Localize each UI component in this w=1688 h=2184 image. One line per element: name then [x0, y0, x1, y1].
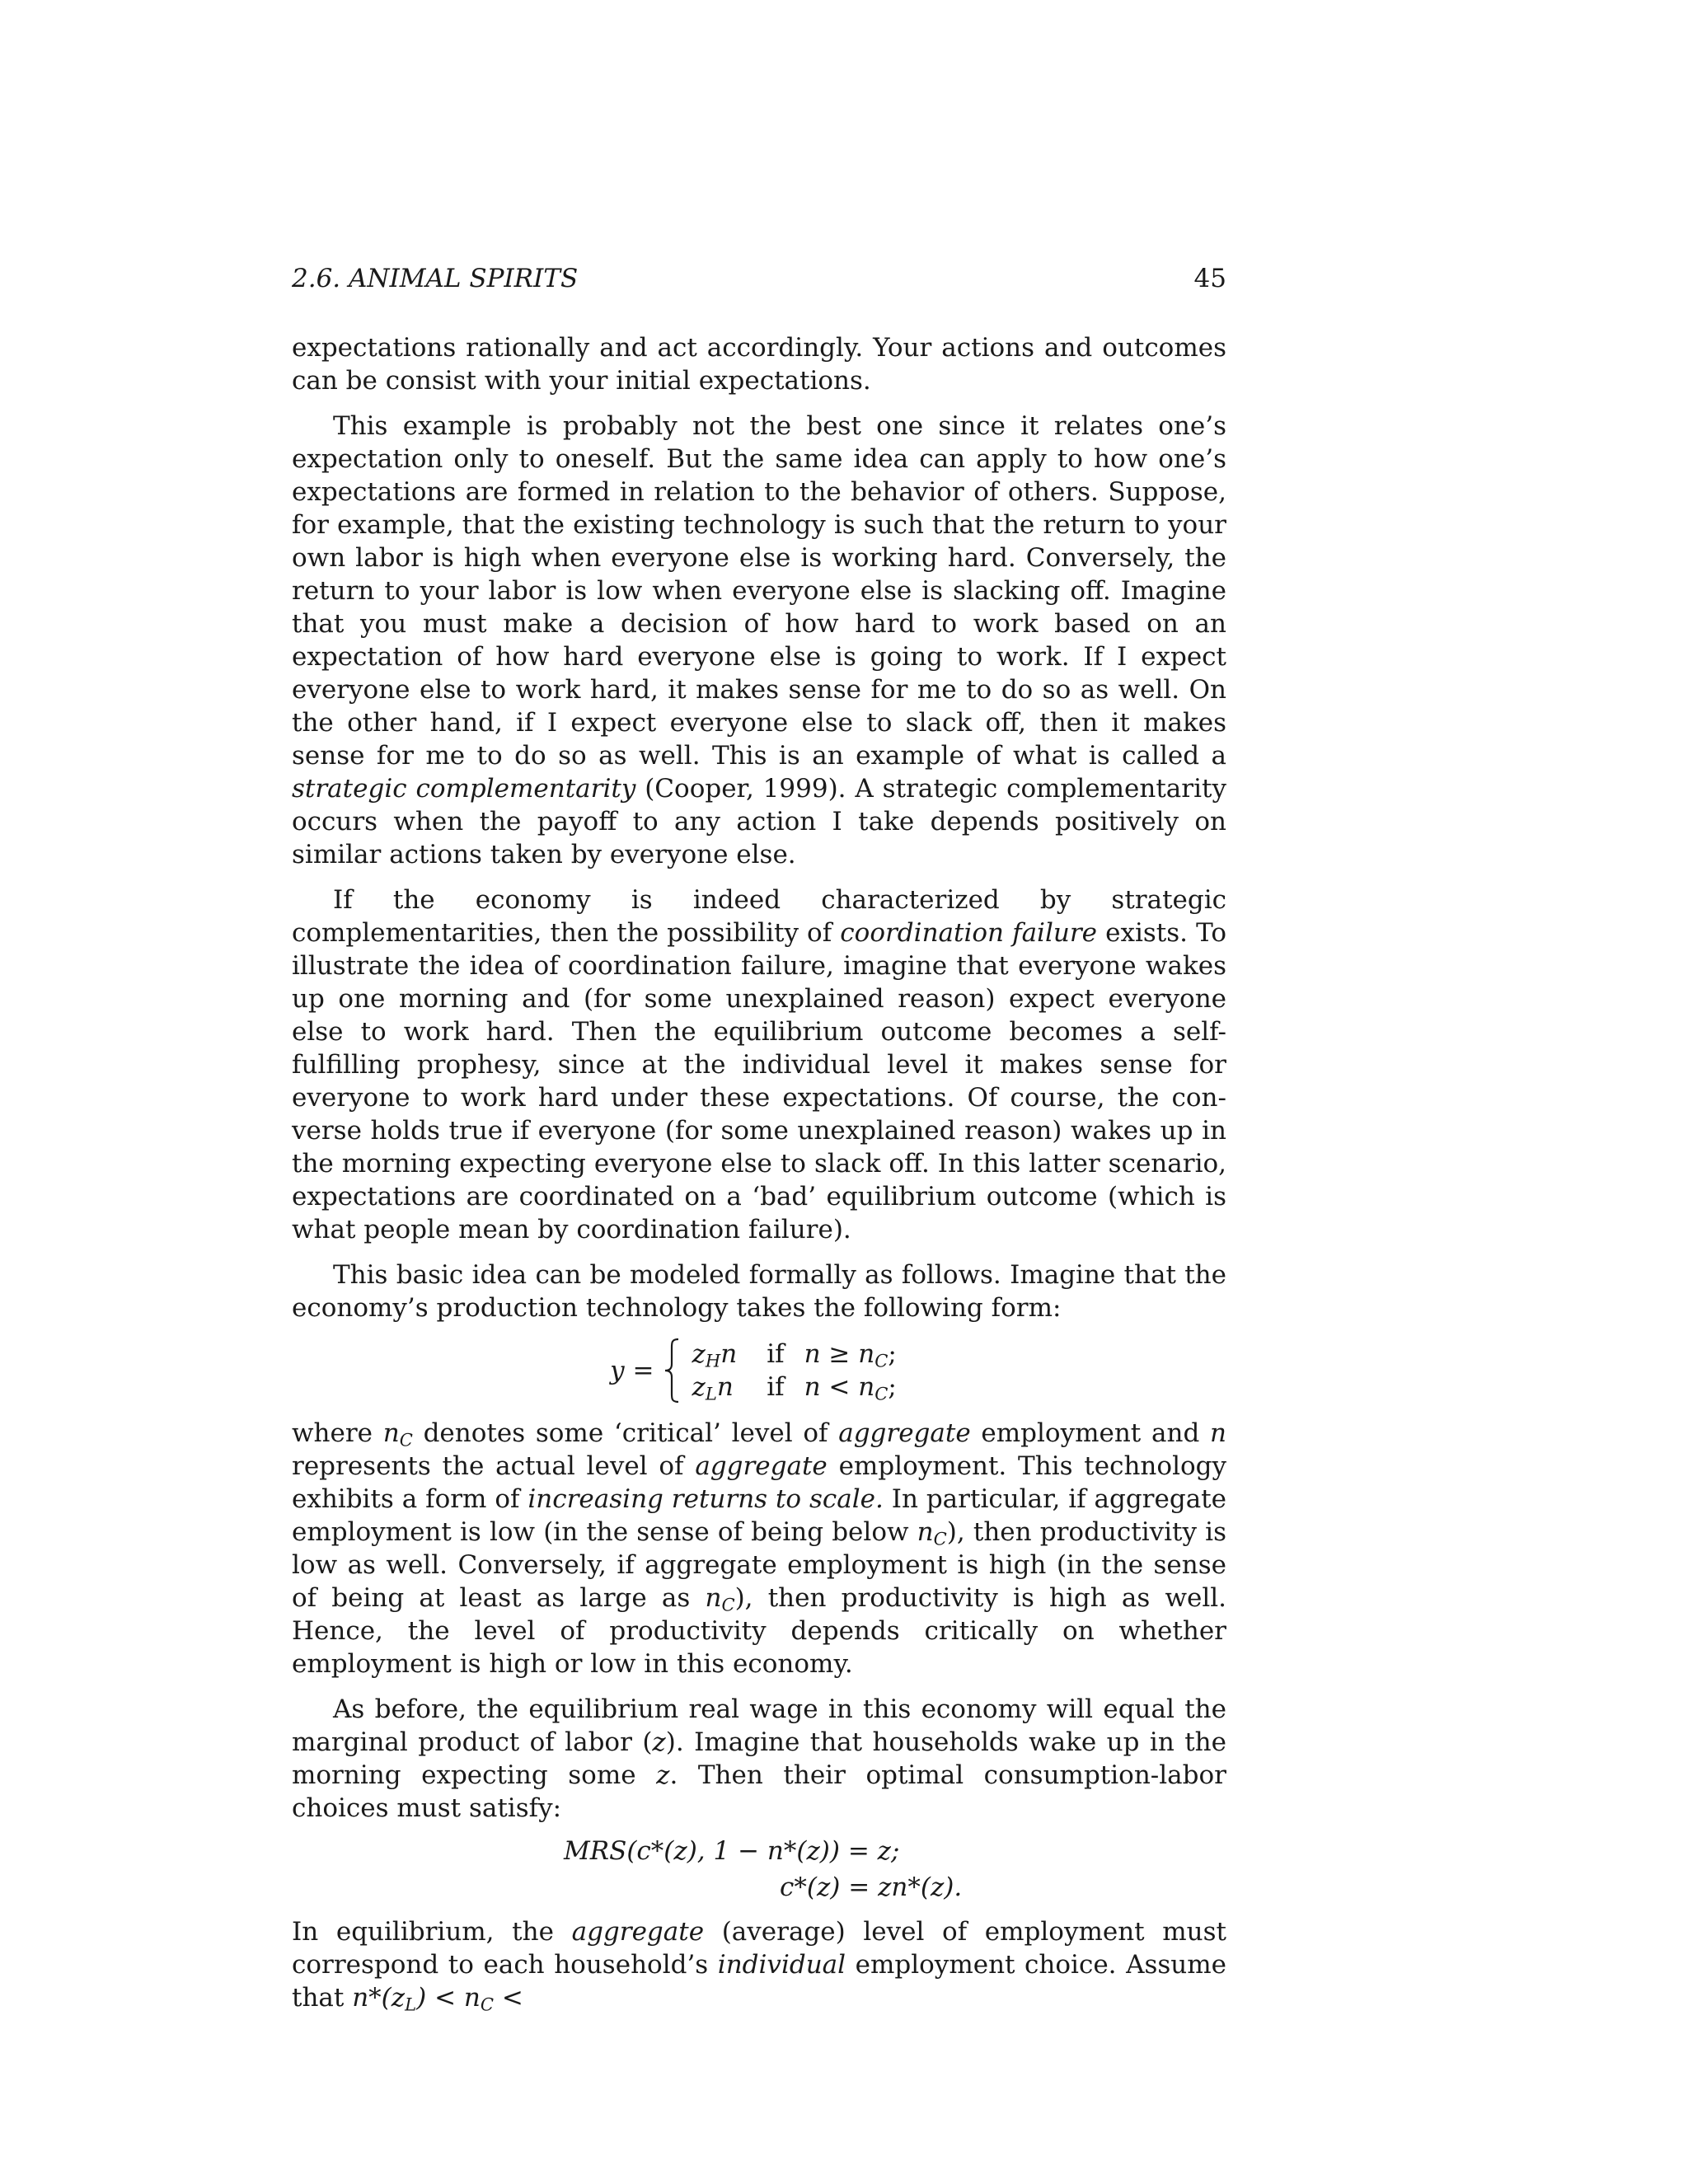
left-brace-icon [663, 1338, 681, 1404]
term-coordination-failure: coordination failure [840, 918, 1098, 948]
paragraph-7: In equilibrium, the aggregate (average) level of employment must correspond to each household’s individual employment choice. Assume that $n*(z_L) < n_C$ < [292, 1917, 1227, 2015]
term-strategic-complementarity: strategic complementarity [292, 774, 636, 804]
equation-mrs-condition: MRS(c*(z), 1 − n*(z)) = z; [564, 1836, 900, 1866]
paragraph-4: This basic idea can be modeled formally as follows. Imagine that the economy’s production technology takes the following form: [292, 1260, 1226, 1323]
equation-budget-condition: c*(z) = zn*(z). [780, 1872, 963, 1902]
paragraph-5: where $n_C$ denotes some ‘critical’ level of aggregate employment and n represents the actual level of aggregate employment. This technology exhibits a form of increasing returns to scale. In particular, if aggregate employment is low (in the sense of being below $n_C$), then productivity is low as well. Conversely, if aggregate employment is high (in the sense of being at least as large as $n_C$), then productivity is high as well. Hence, the level of productivity depends critically on whether employment is high or low in this economy. [292, 1418, 1227, 1679]
equation-production-function [292, 1336, 1226, 1405]
equation-optimality-conditions [292, 1835, 1226, 1905]
paragraph-6: As before, the equilibrium real wage in this economy will equal the marginal product of labor (z). Imagine that households wake up in the morning expecting some z. Then their optimal consumption-labor choices must satisfy: [292, 1694, 1226, 1823]
page-number: 45 [1193, 264, 1226, 293]
paragraph-1: expectations rationally and act accordingly. Your actions and outcomes can be consist with your initial expectations. [292, 333, 1226, 396]
case-row-low: $z_Ln$ if $n < n_C$; [692, 1372, 897, 1404]
piecewise-cases [692, 1338, 908, 1404]
case-row-high: $z_Hn$ if $n \ge n_C$; [692, 1339, 897, 1371]
page [292, 262, 1226, 2014]
running-head [292, 262, 1226, 300]
term-increasing-returns: increasing returns to scale. [528, 1484, 884, 1514]
equation-lhs: y = [610, 1356, 654, 1385]
chapter-title: 2.6. ANIMAL SPIRITS [292, 264, 579, 293]
paragraph-2: This example is probably not the best one since it relates one’s expectation only to oneself. But the same idea can apply to how one’s expectations are formed in relation to the behavior of others. Suppose, for example, that the existing technology is such that the return to your own labor is high when everyone else is working hard. Conversely, the return to your labor is low when everyone else is slacking off. Imagine that you must make a decision of how hard to work based on an expectation of how hard everyone else is going to work. If I expect everyone else to work hard, it makes sense for me to do so as well. On the other hand, if I expect everyone else to slack off, then it makes sense for me to do so as well. This is an example of what is called a strategic complementarity (Cooper, 1999). A strategic complementarity occurs when the payoff to any action I take depends positively on similar actions taken by everyone else. [292, 411, 1226, 869]
paragraph-3: If the economy is indeed characterized by strategic complementarities, then the possibility of coordination failure exists. To illustrate the idea of coordination failure, imagine that everyone wakes up one morning and (for some unexplained reason) expect everyone else to work hard. Then the equilibrium outcome becomes a self-fulfilling prophesy, since at the individual level it makes sense for everyone to work hard under these expectations. Of course, the converse holds true if everyone (for some unexplained reason) wakes up in the morning expecting everyone else to slack off. In this latter scenario, expectations are coordinated on a ‘bad’ equilibrium outcome (which is what people mean by coordination failure). [292, 885, 1227, 1244]
